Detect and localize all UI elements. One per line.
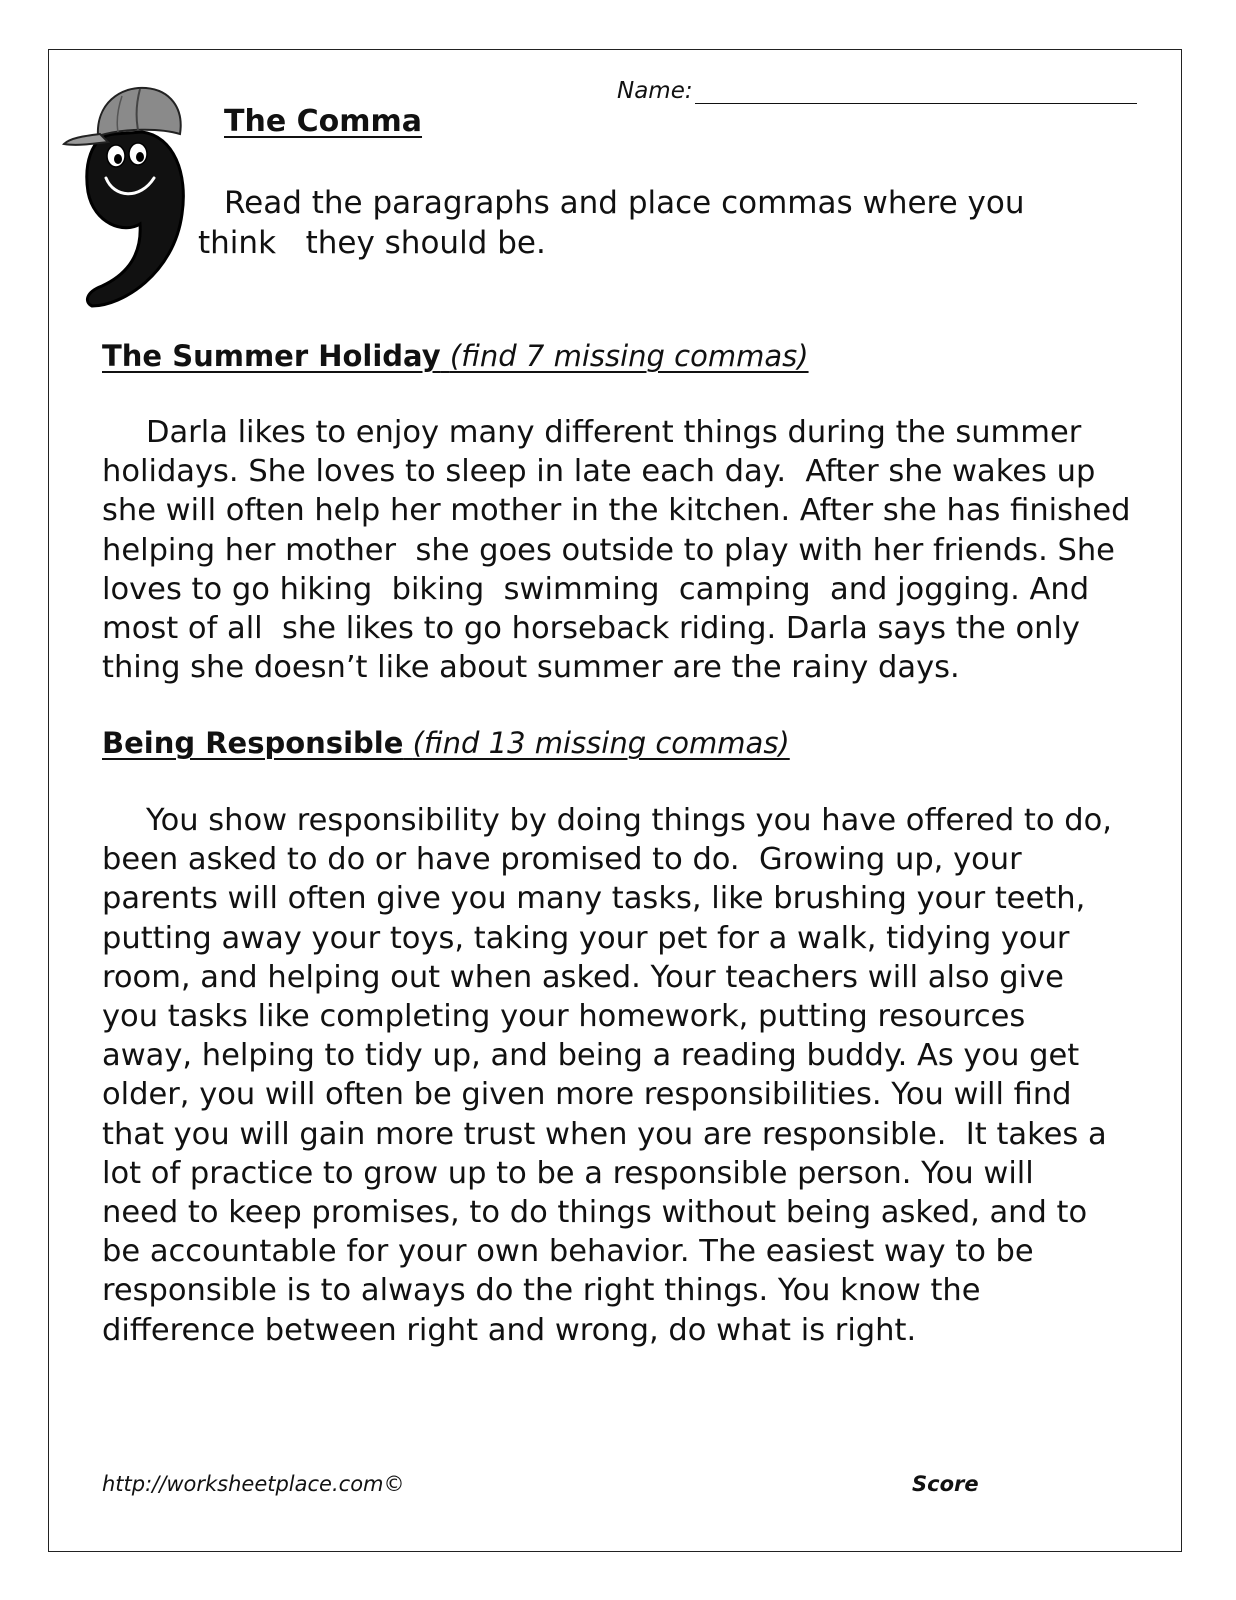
paragraph-line: putting away your toys, taking your pet for a walk, tidying your (102, 920, 1070, 956)
paragraph-line: that you will gain more trust when you are responsible. It takes a (102, 1116, 1107, 1152)
section-title: The Summer Holiday (102, 339, 441, 373)
instructions (198, 183, 1098, 263)
section-heading-being-responsible (102, 726, 790, 760)
paragraph-line: been asked to do or have promised to do. Growing up, your (102, 842, 1022, 878)
paragraph-line: most of all she likes to go horseback riding. Darla says the only (102, 611, 1080, 647)
paragraph-line: she will often help her mother in the kitchen. After she has finished (102, 493, 1131, 529)
name-blank-line[interactable] (695, 81, 1137, 104)
paragraph-line: away, helping to tidy up, and being a reading buddy. As you get (102, 1038, 1080, 1074)
paragraph-line: lot of practice to grow up to be a responsible person. You will (102, 1155, 1034, 1191)
section-hint: (find 13 missing commas) (412, 726, 790, 760)
name-field[interactable] (617, 76, 1137, 104)
comma-character-with-cap-icon (62, 74, 197, 309)
instructions-line: think they should be. (198, 225, 546, 261)
paragraph-line: room, and helping out when asked. Your teachers will also give (102, 959, 1064, 995)
paragraph-line: helping her mother she goes outside to play with her friends. She (102, 532, 1115, 568)
score-label: Score (912, 1472, 979, 1496)
paragraph-line: you tasks like completing your homework, putting resources (102, 999, 1026, 1035)
paragraph-line: holidays. She loves to sleep in late each day. After she wakes up (102, 454, 1096, 490)
paragraph-line: difference between right and wrong, do what is right. (102, 1312, 917, 1348)
paragraph-line: You show responsibility by doing things you have offered to do, (146, 803, 1112, 838)
source-url: http://worksheetplace.com© (102, 1472, 405, 1496)
paragraph-line: parents will often give you many tasks, like brushing your teeth, (102, 881, 1086, 917)
name-label: Name: (617, 78, 693, 104)
paragraph-line: older, you will often be given more responsibilities. You will find (102, 1077, 1072, 1113)
paragraph-line: need to keep promises, to do things without being asked, and to (102, 1195, 1088, 1231)
section-hint: (find 7 missing commas) (449, 339, 809, 373)
paragraph-line: Darla likes to enjoy many different things during the summer (146, 415, 1082, 450)
paragraph-line: be accountable for your own behavior. The easiest way to be (102, 1234, 1034, 1270)
paragraph-line: responsible is to always do the right things. You know the (102, 1273, 981, 1309)
paragraph-summer-holiday (102, 413, 1142, 687)
paragraph-line: thing she doesn’t like about summer are the rainy days. (102, 650, 960, 686)
section-heading-summer-holiday (102, 339, 809, 373)
paragraph-line: loves to go hiking biking swimming camping and jogging. And (102, 571, 1090, 607)
instructions-line: Read the paragraphs and place commas where you (224, 185, 1025, 221)
worksheet-title: The Comma (224, 104, 423, 139)
paragraph-being-responsible (102, 801, 1142, 1350)
section-title: Being Responsible (102, 726, 404, 760)
